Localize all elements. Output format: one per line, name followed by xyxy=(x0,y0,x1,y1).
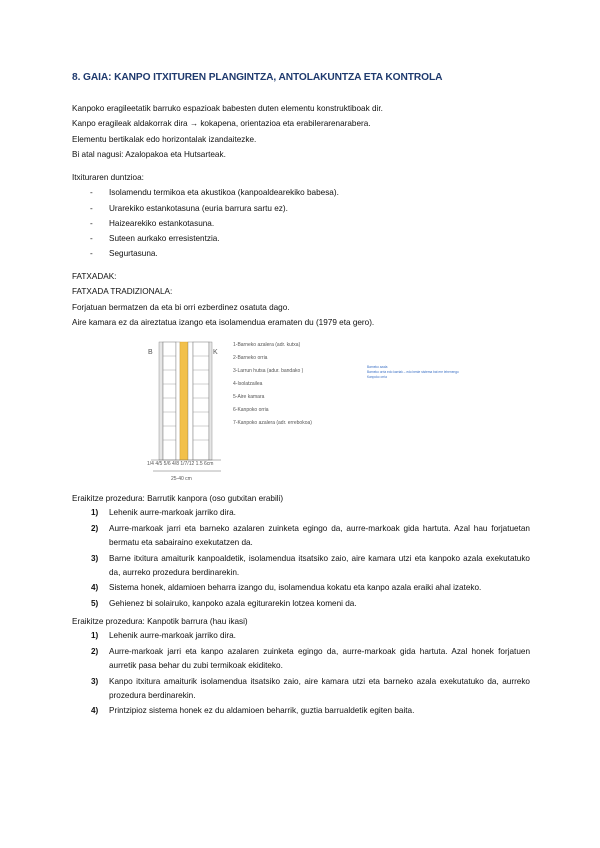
page-title: 8. GAIA: KANPO ITXITUREN PLANGINTZA, ANTOLAKUNTZA ETA KONTROLA xyxy=(72,72,443,83)
inner-finish-layer xyxy=(159,342,163,460)
air-chamber-layer xyxy=(188,342,193,460)
intro-paragraph xyxy=(72,101,383,162)
list-item: 5) Gehienez bi solairuko, kanpoko azala egiturarekin lotzea komeni da. xyxy=(91,598,357,608)
label-b: B xyxy=(148,349,153,356)
procedure-steps xyxy=(72,629,530,718)
facade-line: Aire kamara ez da aireztatua izango eta isolamendua eramaten du (1979 eta gero). xyxy=(72,317,375,327)
list-item: 4) Printzipioz sistema honek ez du aldamioen beharrik, guztia barrualdetik egiten baita. xyxy=(91,706,415,716)
functions-heading: Itxituraren duntzioa: xyxy=(72,173,144,182)
inner-leaf-layer xyxy=(163,342,176,460)
air-layer xyxy=(176,342,180,460)
figure-legend xyxy=(233,342,312,426)
procedure-heading: Eraikitze prozedura: Kanpotik barrura (hau ikasi) xyxy=(72,617,248,626)
wall-section-figure xyxy=(143,338,463,488)
intro-line: Bi atal nagusi: Azalopakoa eta Hutsarteak. xyxy=(72,149,226,159)
intro-line: Kanpo eragileak aldakorrak dira → kokapena, orientazioa eta erabilerarenarabera. xyxy=(72,119,371,129)
facade-section xyxy=(72,269,374,330)
list-item: 2) Aurre-markoak jarri eta barneko azalaren zuinketa egingo da, aurre-markoak gida hartuta. Azal hau forjatuetan bermatu eta sabairaino exekutatzen da. xyxy=(91,523,530,547)
list-item: - Segurtasuna. xyxy=(90,249,158,259)
blue-note-line: Kanpoko orria xyxy=(367,375,387,379)
label-k: K xyxy=(213,349,218,356)
total-width-label: 25-40 cm xyxy=(171,476,192,482)
intro-line: Elementu bertikalak edo horizontalak izandaitezke. xyxy=(72,134,257,144)
procedure-heading: Eraikitze prozedura: Barrutik kanpora (oso gutxitan erabili) xyxy=(72,494,284,503)
legend-item: 3-Larrun hutsa (adur. bandako ) xyxy=(233,368,304,374)
list-item: 3) Kanpo itxitura amaiturik isolamendua itsatsiko zaio, aire kamara utzi eta barneko azala exekutatuko da, aurreko prozedura berdinarekin. xyxy=(91,676,530,700)
outer-finish-layer xyxy=(209,342,212,460)
list-item: - Suteen aurkako erresistentzia. xyxy=(90,234,220,244)
list-item: - Urarekiko estankotasuna (euria barrura sartu ez). xyxy=(90,203,288,213)
facade-line: Forjatuan bermatzen da eta bi orri ezberdinez osatuta dago. xyxy=(72,302,290,312)
legend-item: 2-Barneko orria xyxy=(233,355,268,361)
facade-subheading: FATXADA TRADIZIONALA: xyxy=(72,287,173,297)
procedure-steps xyxy=(72,506,530,611)
functions-section xyxy=(72,170,339,262)
dimension-labels: 1/4 4/5 5/6 4/8 1/7/12 1.5 6cm xyxy=(147,461,214,467)
legend-item: 5-Aire kamara xyxy=(233,394,265,400)
legend-item: 1-Barneko azalera (adr. kutxa) xyxy=(233,342,301,348)
legend-item: 6-Kanpoko orria xyxy=(233,407,269,413)
blue-note-line: Barneko azala xyxy=(367,365,388,369)
list-item: 3) Barne itxitura amaiturik kanpoaldetik, isolamendua itsatsiko zaio, aire kamara utzi eta kanpoko azala exekutatuko da, aurreko prozedura berdinarekin. xyxy=(91,553,530,577)
blue-note-line: Barneko orria edo karriak – edo beste sistema bat ere lehenengo xyxy=(367,370,459,374)
list-item: 2) Aurre-markoak jarri eta kanpo azalaren zuinketa egingo da, aurre-markoak gida hartuta. Azal honek forjatuen aurretik pasa behar du zubi termikoak ekiditeko. xyxy=(91,646,530,670)
legend-item: 7-Kanpoko azalera (adr. errebokoa) xyxy=(233,420,312,426)
outer-leaf-layer xyxy=(193,342,209,460)
list-item: 1) Lehenik aurre-markoak jarriko dira. xyxy=(91,631,236,641)
procedure-outside-in xyxy=(72,614,530,720)
list-item: - Haizearekiko estankotasuna. xyxy=(90,218,215,228)
list-item: - Isolamendu termikoa eta akustikoa (kanpoaldearekiko babesa). xyxy=(90,188,339,198)
insulation-layer xyxy=(180,342,188,460)
wall-layers xyxy=(151,342,221,460)
wall-section-diagram xyxy=(143,338,463,488)
list-item: 1) Lehenik aurre-markoak jarriko dira. xyxy=(91,508,236,518)
intro-line: Kanpoko eragileetatik barruko espazioak babesten duten elementu konstruktiboak dir. xyxy=(72,104,383,113)
facade-heading: FATXADAK: xyxy=(72,272,117,281)
blue-note xyxy=(367,365,459,379)
list-item: 4) Sistema honek, aldamioen beharra izango du, isolamendua kokatu eta kanpo azala eraiki ahal izateko. xyxy=(91,583,482,593)
procedure-inside-out xyxy=(72,491,530,612)
functions-list xyxy=(72,185,339,261)
legend-item: 4-Isolatzailea xyxy=(233,381,263,387)
